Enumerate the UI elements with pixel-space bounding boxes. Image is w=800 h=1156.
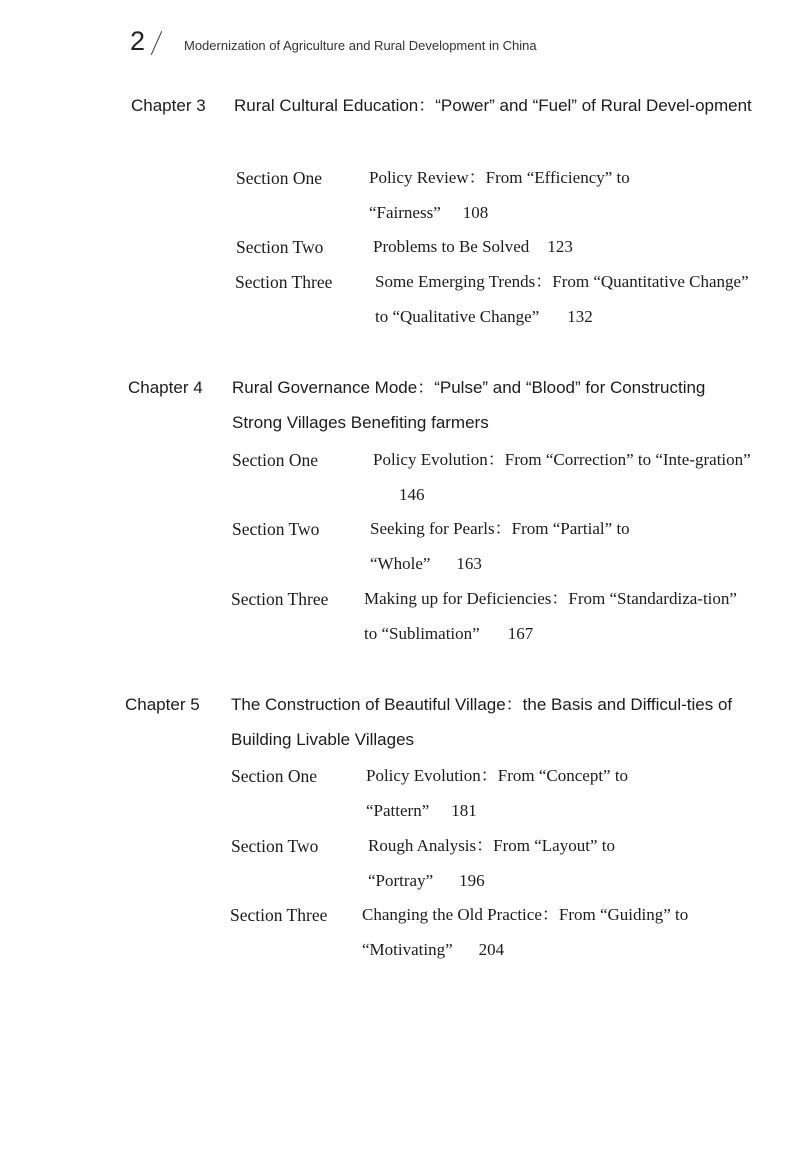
section-label: Section Two [236, 237, 324, 257]
section-label: Section One [232, 450, 319, 470]
section-label: Section Three [235, 272, 333, 292]
section-page-number: 204 [478, 940, 505, 959]
header-divider [151, 31, 162, 55]
section-title [364, 581, 752, 651]
chapter-title: Rural Cultural Education：“Power” and “Fuel” of Rural Devel-opment [234, 96, 752, 115]
section-label: Section One [231, 766, 318, 786]
section-title [362, 897, 754, 967]
chapter-title: Rural Governance Mode：“Pulse” and “Blood” for Constructing Strong Villages Benefiting farmers [232, 378, 706, 432]
section-title-text: Problems to Be Solved [373, 237, 530, 256]
section-label: Section Two [232, 519, 320, 539]
section-title [373, 229, 753, 264]
section-title-text: Changing the Old Practice：From “Guiding” to “Motivating” [362, 905, 689, 959]
section-page-number: 181 [451, 801, 477, 820]
section-title-text: Policy Evolution：From “Concept” to “Pattern” [366, 766, 629, 820]
chapter-title: The Construction of Beautiful Village：the Basis and Difficul-ties of Building Livable Villages [231, 695, 733, 749]
section-title-text: Policy Review：From “Efficiency” to “Fairness” [369, 168, 630, 222]
section-title-text: Making up for Deficiencies：From “Standardiza-tion” to “Sublimation” [364, 589, 737, 643]
section-title-text: Policy Evolution：From “Correction” to “Inte-gration” [373, 450, 751, 469]
section-label: Section Three [230, 905, 328, 925]
section-page-number: 146 [399, 485, 425, 504]
section-page-number: 108 [462, 203, 489, 222]
section-label: Section Three [231, 589, 329, 609]
section-page-number: 132 [567, 307, 593, 326]
section-label: Section One [236, 168, 323, 188]
section-page-number: 167 [507, 624, 534, 643]
running-title: Modernization of Agriculture and Rural Development in China [184, 38, 537, 53]
chapter-label: Chapter 4 [128, 378, 203, 397]
section-title-text: Some Emerging Trends：From “Quantitative Change” to “Qualitative Change” [375, 272, 749, 326]
section-page-number: 196 [459, 871, 485, 890]
section-title-text: Seeking for Pearls：From “Partial” to “Whole” [370, 519, 630, 573]
page-number: 2 [130, 26, 146, 56]
section-page-number: 123 [547, 237, 573, 256]
section-title [366, 758, 676, 828]
section-title-text: Rough Analysis：From “Layout” to “Portray” [368, 836, 615, 890]
section-page-number: 163 [456, 554, 482, 573]
section-title [375, 264, 757, 334]
section-label: Section Two [231, 836, 319, 856]
chapter-label: Chapter 3 [131, 96, 206, 115]
section-title [373, 442, 753, 512]
section-title [370, 511, 670, 581]
chapter-label: Chapter 5 [125, 695, 200, 714]
section-title [368, 828, 668, 898]
section-title [369, 160, 689, 230]
